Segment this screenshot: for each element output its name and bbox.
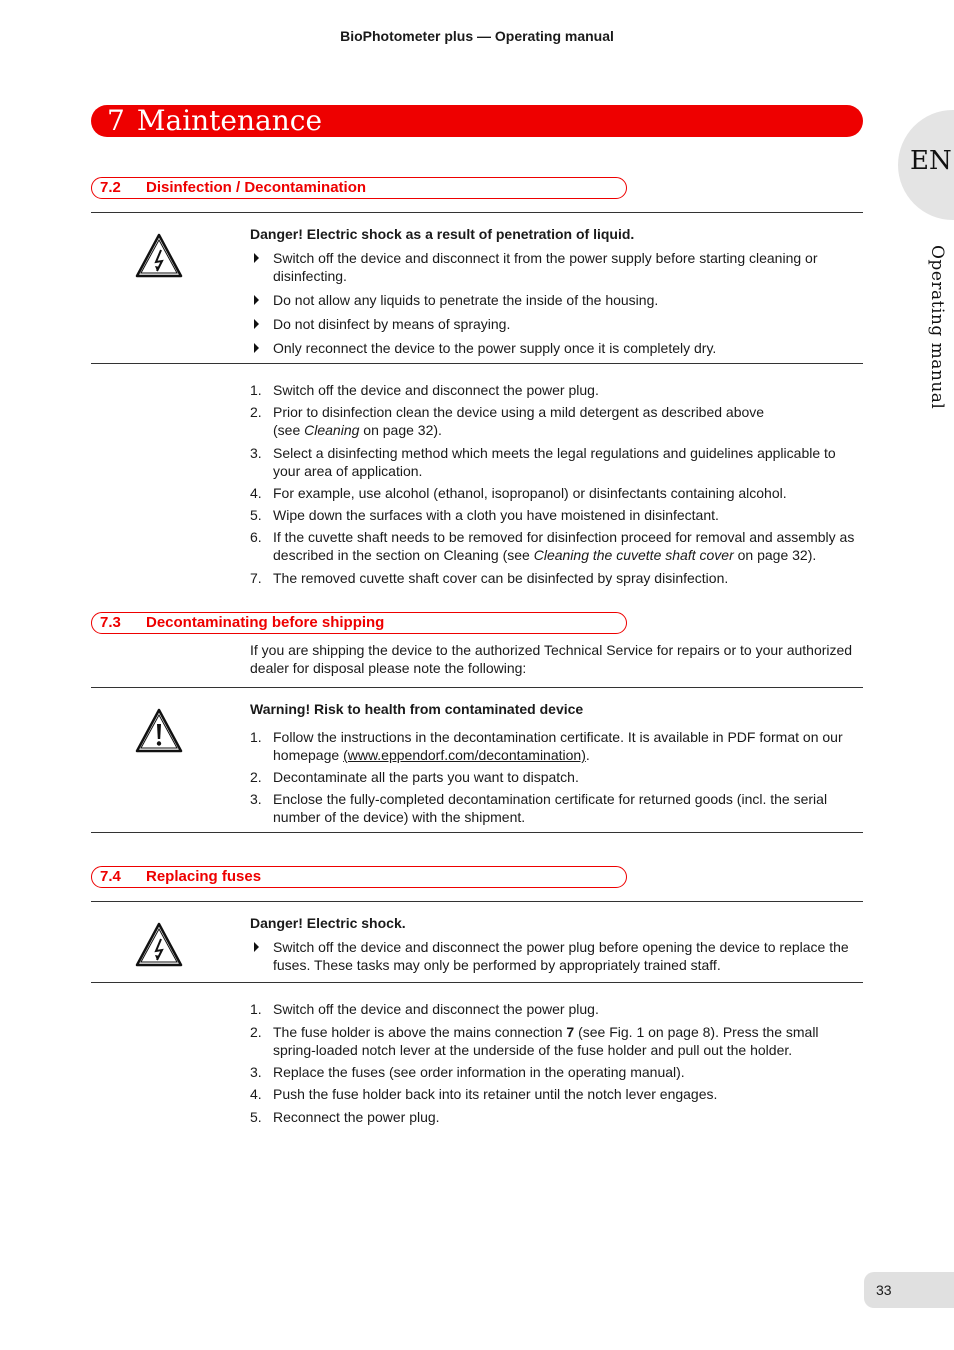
- intro-paragraph: If you are shipping the device to the authorized Technical Service for repairs or to your authorized dealer for disposal please note the following:: [250, 642, 853, 676]
- bullet-item: Do not disinfect by means of spraying.: [250, 315, 862, 333]
- section-title: Disinfection / Decontamination: [146, 179, 367, 196]
- section-heading-7-3: [91, 612, 627, 634]
- divider: [91, 687, 863, 688]
- list-item: 1. Switch off the device and disconnect the power plug.: [250, 1001, 599, 1017]
- bullet-arrow-icon: [254, 319, 259, 329]
- danger-title: Danger! Electric shock as a result of penetration of liquid.: [250, 226, 635, 242]
- section-title: Replacing fuses: [146, 868, 262, 885]
- list-item: 5. Wipe down the surfaces with a cloth you have moistened in disinfectant.: [250, 507, 719, 523]
- list-item: 3. Select a disinfecting method which meets the legal regulations and guidelines applicable to your area of application.: [250, 445, 836, 479]
- bullet-arrow-icon: [254, 343, 259, 353]
- language-label: EN: [910, 146, 952, 176]
- chapter-title: Maintenance: [136, 104, 323, 137]
- bullet-arrow-icon: [254, 942, 259, 952]
- list-item: 5. Reconnect the power plug.: [250, 1109, 440, 1125]
- list-item: 2. The fuse holder is above the mains connection 7 (see Fig. 1 on page 8). Press the small spring-loaded notch lever at the underside of the fuse holder and pull out the holder.: [250, 1024, 819, 1058]
- danger-title: Danger! Electric shock.: [250, 915, 406, 931]
- bullet-item: Do not allow any liquids to penetrate the inside of the housing.: [250, 291, 862, 309]
- list-item: 3. Enclose the fully-completed decontamination certificate for returned goods (incl. the serial number of the device) with the shipment.: [250, 791, 828, 825]
- chapter-number: 7: [107, 104, 125, 137]
- section-number: 7.2: [100, 179, 121, 196]
- warning-title: Warning! Risk to health from contaminated device: [250, 701, 584, 717]
- bullet-item: Switch off the device and disconnect the power plug before opening the device to replace the fuses. These tasks may only be performed by appropriately trained staff.: [250, 938, 862, 974]
- bullet-item: Only reconnect the device to the power supply once it is completely dry.: [250, 339, 862, 357]
- bullet-item: Switch off the device and disconnect it from the power supply before starting cleaning or disinfecting.: [250, 249, 862, 285]
- bullet-arrow-icon: [254, 295, 259, 305]
- section-number: 7.3: [100, 614, 121, 631]
- electric-shock-warning-icon: [134, 921, 184, 967]
- list-item: 4. Push the fuse holder back into its retainer until the notch lever engages.: [250, 1086, 718, 1102]
- list-item: 1. Switch off the device and disconnect the power plug.: [250, 382, 599, 398]
- divider: [91, 212, 863, 213]
- decontamination-link[interactable]: (www.eppendorf.com/decontamination): [343, 747, 586, 763]
- list-item: 6. If the cuvette shaft needs to be removed for disinfection proceed for removal and assembly as described in the section on Cleaning (see Cleaning the cuvette shaft cover on page 32).: [250, 529, 855, 563]
- list-item: 2. Prior to disinfection clean the device using a mild detergent as described above (see Cleaning on page 32).: [250, 404, 765, 438]
- side-section-label: Operating manual: [927, 245, 947, 410]
- list-item: 1. Follow the instructions in the decontamination certificate. It is available in PDF format on our homepage (www.eppendorf.com/decontamination).: [250, 729, 843, 763]
- list-item: 7. The removed cuvette shaft cover can be disinfected by spray disinfection.: [250, 570, 729, 586]
- chapter-title-bar: [91, 105, 863, 137]
- running-header: BioPhotometer plus — Operating manual: [340, 28, 614, 44]
- divider: [91, 832, 863, 833]
- section-title: Decontaminating before shipping: [146, 614, 385, 631]
- list-item: 2. Decontaminate all the parts you want to dispatch.: [250, 769, 579, 785]
- section-heading-7-4: [91, 866, 627, 888]
- list-item: 4. For example, use alcohol (ethanol, isopropanol) or disinfectants containing alcohol.: [250, 485, 787, 501]
- divider: [91, 982, 863, 983]
- electric-shock-warning-icon: [134, 232, 184, 278]
- list-item: 3. Replace the fuses (see order information in the operating manual).: [250, 1064, 685, 1080]
- section-number: 7.4: [100, 868, 121, 885]
- divider: [91, 901, 863, 902]
- page-number: 33: [876, 1282, 892, 1298]
- divider: [91, 363, 863, 364]
- section-heading-7-2: [91, 177, 627, 199]
- general-warning-icon: [134, 707, 184, 753]
- bullet-arrow-icon: [254, 253, 259, 263]
